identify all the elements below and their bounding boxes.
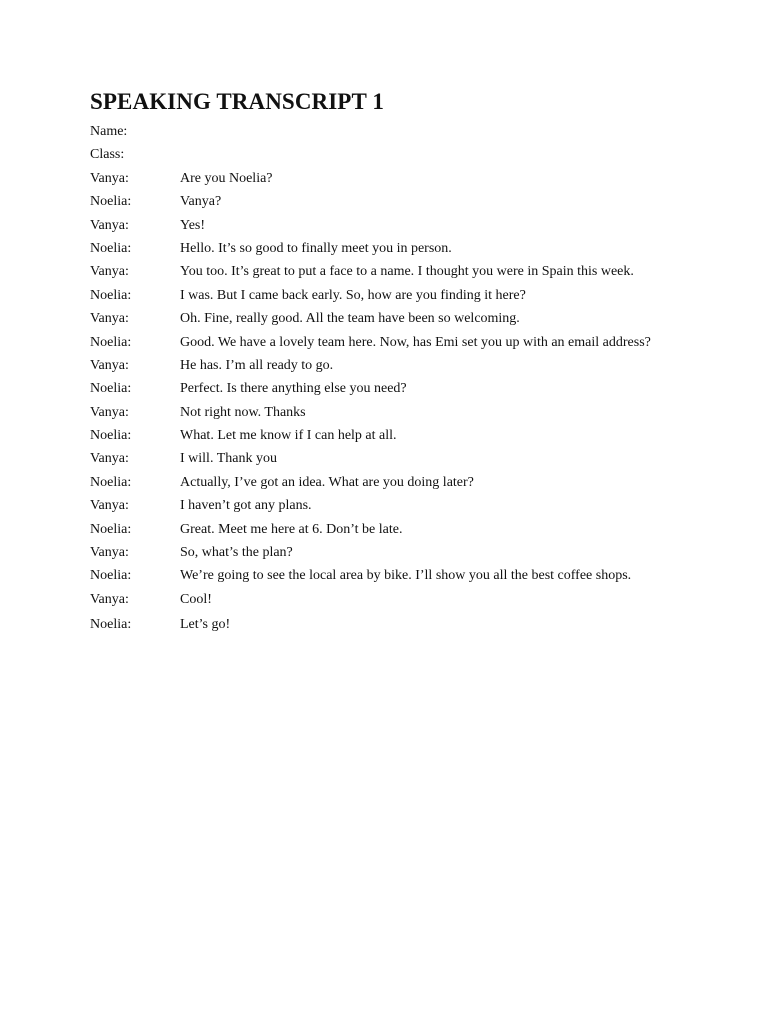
speaker-name: Noelia: [90, 240, 132, 256]
utterance-text: Great. Meet me here at 6. Don’t be late. [180, 521, 403, 537]
utterance-text: He has. I’m all ready to go. [180, 357, 334, 373]
speaker-name: Vanya: [90, 545, 129, 561]
speaker-name: Vanya: [90, 264, 129, 280]
dialogue-line [90, 541, 730, 564]
dialogue-line [90, 331, 730, 354]
utterance-text: Hello. It’s so good to finally meet you in person. [180, 240, 452, 256]
utterance-text: Yes! [180, 217, 206, 233]
utterance-text: I will. Thank you [180, 451, 277, 467]
utterance-text: Not right now. Thanks [180, 404, 306, 420]
page-title: SPEAKING TRANSCRIPT 1 [90, 89, 384, 114]
dialogue-line [90, 401, 730, 424]
dialogue-line [90, 424, 730, 447]
speaker-name: Vanya: [90, 404, 129, 420]
speaker-name: Vanya: [90, 591, 129, 607]
transcript-page [90, 88, 730, 637]
dialogue-line [90, 167, 730, 190]
speaker-name: Noelia: [90, 334, 132, 350]
dialogue-list [90, 167, 730, 637]
speaker-name: Noelia: [90, 287, 132, 303]
utterance-text: What. Let me know if I can help at all. [180, 428, 397, 444]
dialogue-line [90, 447, 730, 470]
speaker-name: Vanya: [90, 451, 129, 467]
speaker-name: Noelia: [90, 428, 132, 444]
utterance-text: Oh. Fine, really good. All the team have been so welcoming. [180, 311, 520, 327]
dialogue-line [90, 190, 730, 213]
speaker-name: Vanya: [90, 311, 129, 327]
utterance-text: So, what’s the plan? [180, 545, 293, 561]
dialogue-line [90, 354, 730, 377]
utterance-text: Let’s go! [180, 617, 231, 633]
dialogue-line [90, 377, 730, 400]
dialogue-line [90, 613, 730, 636]
utterance-text: Actually, I’ve got an idea. What are you doing later? [180, 474, 474, 490]
speaker-name: Vanya: [90, 217, 129, 233]
utterance-text: You too. It’s great to put a face to a name. I thought you were in Spain this week. [180, 264, 634, 280]
dialogue-line [90, 471, 730, 494]
speaker-name: Noelia: [90, 521, 132, 537]
utterance-text: Are you Noelia? [180, 170, 273, 186]
dialogue-line [90, 237, 730, 260]
speaker-name: Noelia: [90, 474, 132, 490]
utterance-text: I haven’t got any plans. [180, 498, 312, 514]
speaker-name: Vanya: [90, 357, 129, 373]
name-field-label: Name: [90, 124, 128, 139]
utterance-text: Perfect. Is there anything else you need? [180, 381, 407, 397]
dialogue-line [90, 494, 730, 517]
class-field-label: Class: [90, 147, 125, 163]
dialogue-line [90, 214, 730, 237]
speaker-name: Noelia: [90, 194, 132, 210]
dialogue-line [90, 307, 730, 330]
speaker-name: Noelia: [90, 381, 132, 397]
dialogue-line [90, 284, 730, 307]
speaker-name: Vanya: [90, 498, 129, 514]
dialogue-line [90, 588, 730, 611]
utterance-text: Cool! [180, 591, 212, 607]
dialogue-line [90, 564, 730, 587]
utterance-text: Good. We have a lovely team here. Now, has Emi set you up with an email address? [180, 334, 651, 350]
dialogue-line [90, 518, 730, 541]
utterance-text: I was. But I came back early. So, how are you finding it here? [180, 287, 526, 303]
speaker-name: Noelia: [90, 617, 132, 633]
utterance-text: We’re going to see the local area by bike. I’ll show you all the best coffee shops. [180, 568, 632, 584]
utterance-text: Vanya? [180, 194, 222, 210]
speaker-name: Vanya: [90, 170, 129, 186]
dialogue-line [90, 260, 730, 283]
speaker-name: Noelia: [90, 568, 132, 584]
